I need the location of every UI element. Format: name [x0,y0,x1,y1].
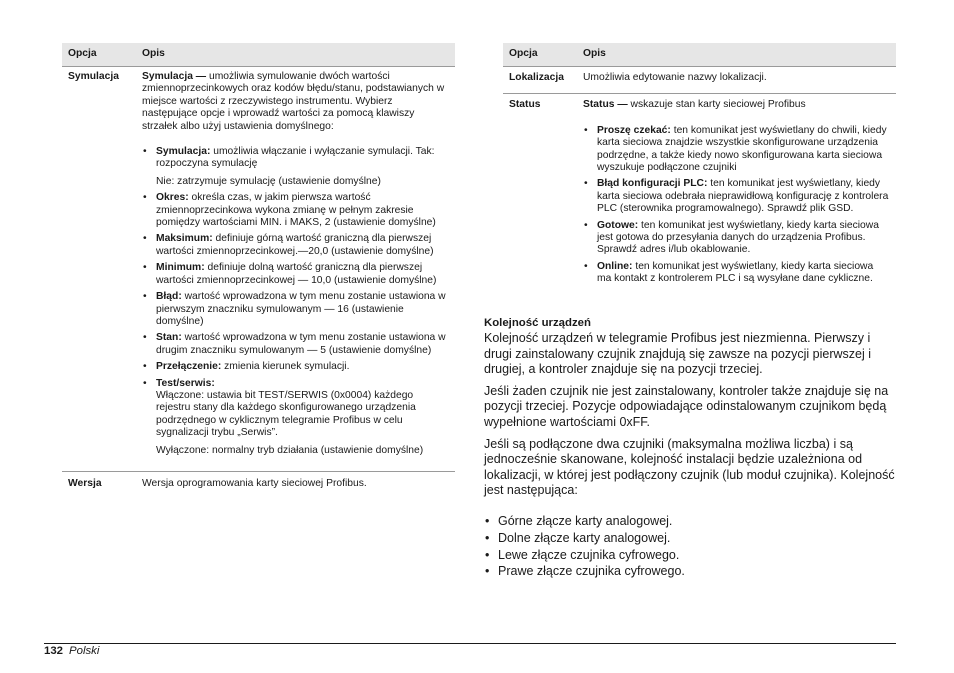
table-header-row [62,43,455,67]
item-bold: Stan: [156,332,182,344]
list-item [583,125,890,175]
table-row-status [503,94,896,296]
item-sub: Nie: zatrzymuje symulację (ustawienie domyślne) [156,175,381,187]
list-item [142,146,449,188]
option-version: Wersja [68,477,102,489]
item-text: ten komunikat jest wyświetlany, kiedy karta sieciowa jest gotowa do przesyłania danych do urządzenia Profibus. Sprawdź adres i/lub okablowanie. [597,219,879,256]
header-description: Opis [577,43,896,67]
item-text: ten komunikat jest wyświetlany, kiedy karta sieciowa ma kontakt z kontrolerem PLC i są wysyłane dane cykliczne. [597,260,874,285]
list-item [142,291,449,328]
table-header-row [503,43,896,67]
description-version: Wersja oprogramowania karty sieciowej Profibus. [142,477,367,489]
page-number: 132 [44,645,64,657]
item-bold: Minimum: [156,262,205,274]
device-order-section [484,315,898,580]
item-bold: Okres: [156,192,189,204]
option-simulation: Symulacja [62,67,136,472]
list-item: • Dolne złącze karty analogowej. [484,530,898,547]
item-bold: Maksimum: [156,233,213,245]
list-item [142,332,449,357]
page-footer [44,644,99,658]
left-options-table [62,43,455,496]
item-sub: Wyłączone: normalny tryb działania (ustawienie domyślne) [156,444,424,456]
list-item [583,261,890,286]
header-description: Opis [136,43,455,67]
item-bold: Przełączenie: [156,361,222,373]
description-location: Umożliwia edytowanie nazwy lokalizacji. [577,67,896,94]
item-text: Włączone: ustawia bit TEST/SERWIS (0x0004) każdego rejestru stany dla każdego skonfigurowanego urządzenia podrzędnego w cyklicznym telegramie Profibus w celu sygnalizacji trybu „Serwis”. [156,389,416,439]
list-item [142,262,449,287]
item-bold: Gotowe: [597,219,639,231]
footer-language: Polski [69,645,100,657]
item-text: definiuje górną wartość graniczną dla pierwszej wartości zmiennoprzecinkowej.—20,0 (ustawienie domyślne) [156,233,434,257]
table-row-simulation [62,67,455,472]
list-item: • Górne złącze karty analogowej. [484,513,898,530]
list-item [583,178,890,215]
simulation-intro-bold: Symulacja — [142,71,207,82]
status-intro-text: wskazuje stan karty sieciowej Profibus [627,99,806,111]
list-item [142,192,449,229]
status-intro [583,99,890,111]
simulation-intro [142,71,449,133]
footer-divider [44,643,896,644]
item-bold: Online: [597,260,633,272]
simulation-intro-text: umożliwia symulowanie dwóch wartości zmiennoprzecinkowych oraz kodów błędu/stanu, podstawianych w miejsce wartości z rzeczywistego instrumentu. Wybierz następujące opcje i wprowadź wartości za pomocą klawiszy strzałek albo użyj ustawienia domyślnego: [142,71,445,132]
status-intro-bold: Status — [583,99,628,111]
right-options-table [503,43,896,296]
section-paragraph: Jeśli żaden czujnik nie jest zainstalowany, kontroler także znajduje się na pozycji trzeciej. Pozycje odpowiadające odinstalowanym czujnikom będą wypełnione wartościami 0xFF. [484,383,889,429]
connector-order-list [484,513,898,580]
item-bold: Test/serwis: [156,377,215,389]
item-text: ten komunikat jest wyświetlany, kiedy karta sieciowa odebrała nieprawidłową konfigurację z kontrolera PLC (sterownika programowalnego). Sprawdź plik GSD. [597,178,889,215]
list-item: • Lewe złącze czujnika cyfrowego. [484,547,898,564]
item-text: ten komunikat jest wyświetlany do chwili, kiedy karta sieciowa znajdzie wszystkie skonfigurowane urządzenia podrzędne, a także kiedy nowo skonfigurowana karta sieciowa wyszukuje podłączone czujniki [597,124,887,174]
list-item: • Prawe złącze czujnika cyfrowego. [484,563,898,580]
item-bold: Symulacja: [156,146,211,158]
table-row-version [62,471,455,496]
item-text: wartość wprowadzona w tym menu zostanie ustawiona w drugim znaczniku symulowanym — 5 (ustawienie domyślne) [156,332,446,356]
list-item [142,233,449,258]
item-bold: Błąd: [156,291,182,303]
item-text: umożliwia włączanie i wyłączanie symulacji. Tak: rozpoczyna symulację [156,146,435,170]
item-text: określa czas, w jakim pierwsza wartość zmiennoprzecinkowa wykona zmianę w pełnym zakresie pomiędzy wartościami MIN. i MAKS, 2 (ustawienie domyślne) [156,192,436,229]
description-simulation [136,67,455,472]
header-option: Opcja [62,43,136,67]
item-text: wartość wprowadzona w tym menu zostanie ustawiona w pierwszym znaczniku symulowanym — 16 (ustawienie domyślne) [156,291,446,327]
list-item [142,361,449,373]
item-bold: Błąd konfiguracji PLC: [597,178,708,190]
simulation-options-list [142,146,449,457]
item-bold: Proszę czekać: [597,124,671,136]
description-status [577,94,896,296]
section-paragraph: Jeśli są podłączone dwa czujniki (maksymalna możliwa liczba) i są jednocześnie skanowane, kolejność instalacji będzie uzależniona od lokalizacji, w której jest podłączony czujnik (lub moduł czujnika). Kolejność jest następująca: [484,436,895,498]
option-status: Status [509,99,541,111]
list-item [142,378,449,457]
table-row-location [503,67,896,94]
section-paragraph: Kolejność urządzeń w telegramie Profibus jest niezmienna. Pierwszy i drugi zainstalowany czujnik znajdują się zawsze na pozycji pierwszej i drugiej, a kontroler znajduje się na pozycji trzeciej. [484,331,871,377]
item-text: zmienia kierunek symulacji. [221,361,350,373]
header-option: Opcja [503,43,577,67]
status-messages-list [583,125,890,286]
item-text: definiuje dolną wartość graniczną dla pierwszej wartości zmiennoprzecinkowej — 10,0 (ustawienie domyślne) [156,262,437,286]
section-heading: Kolejność urządzeń [484,317,591,329]
list-item [583,220,890,257]
option-location: Lokalizacja [503,67,577,94]
